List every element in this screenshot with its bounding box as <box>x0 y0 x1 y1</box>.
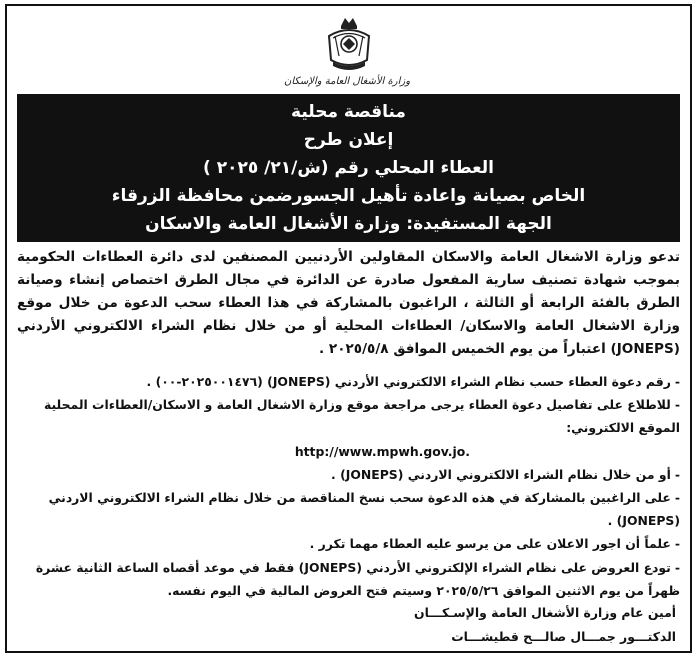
bullet-dash: - <box>674 466 680 482</box>
signatory-name: الدكتـــور جمـــال صالـــح قطيشـــات <box>451 629 676 644</box>
list-item-text: للاطلاع على تفاصيل دعوة العطاء يرجى مراجعة موقع وزارة الاشغال العامة و الاسكان/العطاءات المحلية الموقع الالكتروني: <box>43 397 680 436</box>
tender-advertisement <box>5 4 692 653</box>
jordan-coat-of-arms-icon <box>321 14 377 78</box>
list-item-text: تودع العروض على نظام الشراء الإلكتروني الأردني (JONEPS) فقط في موعد أقصاه الساعة الثانية عشرة ظهراً من يوم الاثنين الموافق ٢٠٢٥/٥/٢٦ وسيتم فتح العروض المالية في اليوم نفسه. <box>35 559 680 598</box>
list-item <box>17 393 680 463</box>
tender-header <box>17 94 680 242</box>
list-item-text: أو من خلال نظام الشراء الالكتروني الاردني (JONEPS) . <box>331 466 671 482</box>
bullet-dash: - <box>674 536 680 552</box>
list-item <box>17 370 680 393</box>
list-item <box>17 463 680 486</box>
header-tender-subject: الخاص بصيانة واعادة تأهيل الجسورضمن محافظة الزرقاء <box>111 186 586 206</box>
list-item <box>17 532 680 555</box>
list-item-text: على الراغبين بالمشاركة في هذه الدعوة سحب نسخ المناقصة من خلال نظام الشراء الالكتروني الاردني (JONEPS) . <box>48 490 680 529</box>
signature-block <box>414 601 676 649</box>
list-item <box>17 486 680 532</box>
website-link[interactable]: http://www.mpwh.gov.jo. <box>294 443 470 459</box>
bullet-dash: - <box>674 490 680 506</box>
ministry-logo-caption: وزارة الأشغال العامة والإسكان <box>283 76 411 87</box>
invitation-paragraph: تدعو وزارة الاشغال العامة والاسكان المقاولين الأردنيين المصنفين لدى دائرة العطاءات الحكومية بموجب شهادة تصنيف سارية المفعول صادرة عن الدائرة في مجال الطرق اختصاص إنشاء وصيانة الطرق بالفئة الرابعة أو الثالثة ، الراغبون بالمشاركة في هذا العطاء سحب الدعوة من خلال موقع وزارة الاشغال العامة والاسكان/ العطاءات المحلية أو من خلال نظام الشراء الالكتروني الأردني (JONEPS) اعتباراً من يوم الخميس الموافق ٢٠٢٥/٥/٨ . <box>17 249 680 357</box>
bullet-dash: - <box>674 397 680 413</box>
list-item <box>17 556 680 602</box>
header-beneficiary: الجهة المستفيدة: وزارة الأشغال العامة والاسكان <box>145 214 552 234</box>
header-announcement: إعلان طرح <box>303 130 394 150</box>
list-item-text: رقم دعوة العطاء حسب نظام الشراء الالكتروني الأردني (JONEPS) (٢٠٢٥٠٠١٤٧٦-٠٠) . <box>146 374 671 389</box>
bullet-dash: - <box>674 559 680 575</box>
bullet-dash: - <box>674 374 680 389</box>
header-tender-number: العطاء المحلي رقم (ش/٢١/ ٢٠٢٥ ) <box>202 158 494 178</box>
header-tender-type: مناقصة محلية <box>291 102 406 122</box>
tender-conditions-list <box>17 370 680 602</box>
list-item-text: علماً أن اجور الاعلان على من يرسو عليه العطاء مهما تكرر . <box>309 536 671 552</box>
signatory-title: أمين عام وزارة الأشغال العامة والإسـكـــان <box>414 605 676 620</box>
